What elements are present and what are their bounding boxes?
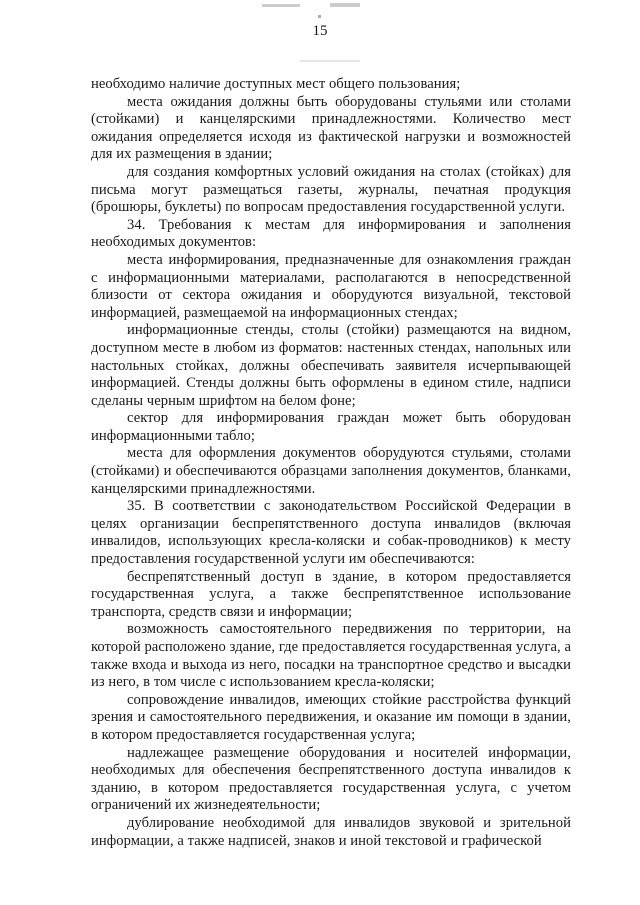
scan-artifact <box>262 4 300 7</box>
scan-artifact <box>318 15 321 18</box>
paragraph: для создания комфортных условий ожидания на столах (стойках) для письма могут размещаться газеты, журналы, печатная продукция (брошюры, буклеты) по вопросам предоставления государственной услуги. <box>91 163 571 216</box>
scan-artifact <box>330 3 360 7</box>
paragraph: 34. Требования к местам для информирования и заполнения необходимых документов: <box>91 216 571 251</box>
document-body <box>91 76 571 850</box>
paragraph: дублирование необходимой для инвалидов звуковой и зрительной информации, а также надписей, знаков и иной текстовой и графической <box>91 814 571 849</box>
paragraph: сопровождение инвалидов, имеющих стойкие расстройства функций зрения и самостоятельного передвижения, и оказание им помощи в здании, в котором предоставляется государственная услуга; <box>91 691 571 743</box>
paragraph: сектор для информирования граждан может быть оборудован информационными табло; <box>91 410 571 444</box>
paragraph: информационные стенды, столы (стойки) размещаются на видном, доступном месте в любом из форматов: настенных стендах, напольных или настольных стойках, должны обеспечивать заявителя исчерпывающей информацией. Стенды должны быть оформлены в едином стиле, надписи сделаны черным шрифтом на белом фоне; <box>91 322 571 409</box>
paragraph: возможность самостоятельного передвижения по территории, на которой расположено здание, где предоставляется государственная услуга, а также входа и выхода из него, посадки на транспортное средство и высадки из него, в том числе с использованием кресла-коляски; <box>91 621 571 691</box>
paragraph: необходимо наличие доступных мест общего пользования; <box>91 76 461 92</box>
paragraph: места ожидания должны быть оборудованы стульями или столами (стойками) и канцелярскими принадлежностями. Количество мест ожидания определяется исходя из фактической нагрузки и возможностей для их размещения в здании; <box>91 93 571 163</box>
paragraph: надлежащее размещение оборудования и носителей информации, необходимых для обеспечения беспрепятственного доступа инвалидов к зданию, в котором предоставляется государственная услуга, с учетом ограничений их жизнедеятельности; <box>91 744 571 814</box>
paragraph: места информирования, предназначенные для ознакомления граждан с информационными материалами, располагаются в непосредственной близости от сектора ожидания и оборудуются визуальной, текстовой информацией, размещаемой на информационных стендах; <box>91 251 571 321</box>
paragraph: беспрепятственный доступ в здание, в котором предоставляется государственная услуга, а также беспрепятственное использование транспорта, средств связи и информации; <box>91 568 571 620</box>
scan-artifact <box>300 60 360 62</box>
paragraph: места для оформления документов оборудуются стульями, столами (стойками) и обеспечиваются образцами заполнения документов, бланками, канцелярскими принадлежностями. <box>91 445 571 497</box>
paragraph: 35. В соответствии с законодательством Российской Федерации в целях организации беспрепятственного доступа инвалидов (включая инвалидов, использующих кресла-коляски и собак-проводников) к месту предоставления государственной услуги им обеспечиваются: <box>91 498 571 568</box>
page-number: 15 <box>312 23 328 39</box>
